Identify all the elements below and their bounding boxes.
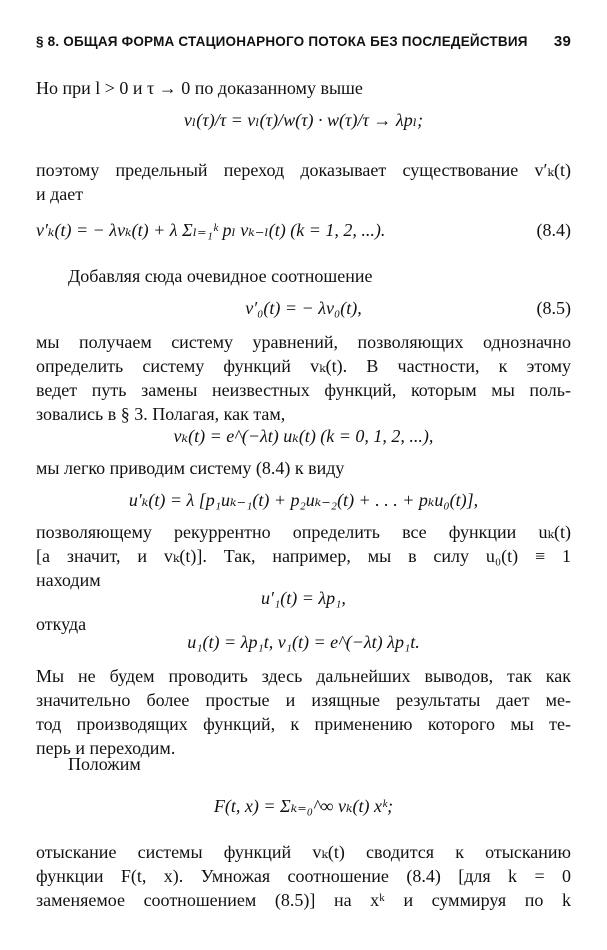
equation-generating-function: F(t, x) = Σₖ₌₀^∞ vₖ(t) xᵏ;	[213, 796, 394, 816]
text-line: мы получаем систему уравнений, позволяющих однозначно	[36, 332, 571, 352]
text-line: зовались в § 3. Полагая, как там,	[36, 404, 286, 424]
text-line: функции F(t, x). Умножая соотношение (8.4) [для k = 0	[36, 866, 571, 886]
text-line: заменяемое соотношением (8.5)] на xᵏ и суммируя по k	[36, 890, 571, 910]
paragraph-4: мы легко приводим систему (8.4) к виду	[36, 458, 345, 478]
paragraph-1	[36, 158, 571, 206]
paragraph-7	[36, 664, 571, 760]
section-title: § 8. ОБЩАЯ ФОРМА СТАЦИОНАРНОГО ПОТОКА БЕЗ ПОСЛЕДЕЙСТВИЯ	[36, 34, 528, 49]
paragraph-2: Добавляя сюда очевидное соотношение	[68, 266, 373, 286]
text-line: ведет путь замены неизвестных функций, которым мы поль-	[36, 380, 571, 400]
equation-u1-derivative: u′₁(t) = λp₁,	[261, 588, 346, 608]
text-line: и дает	[36, 184, 84, 204]
equation-substitution: vₖ(t) = e^(−λt) uₖ(t) (k = 0, 1, 2, ...),	[173, 426, 434, 446]
equation-u1-v1: u₁(t) = λp₁t, v₁(t) = e^(−λt) λp₁t.	[187, 632, 420, 652]
paragraph-9	[36, 840, 571, 912]
text-line: позволяющему рекуррентно определить все функции uₖ(t)	[36, 522, 571, 542]
equation-uk: u′ₖ(t) = λ [p₁uₖ₋₁(t) + p₂uₖ₋₂(t) + . . . + pₖu₀(t)],	[128, 490, 479, 510]
equation-8-4	[36, 218, 571, 242]
text-line: значительно более простые и изящные результаты дает ме-	[36, 690, 571, 710]
paragraph-5	[36, 520, 571, 592]
paragraph-8: Положим	[68, 754, 141, 774]
equation-number: (8.5)	[536, 298, 571, 318]
text-line: перь и переходим.	[36, 738, 176, 758]
equation-ratio: vₗ(τ)/τ = vₗ(τ)/w(τ) · w(τ)/τ → λpₗ;	[183, 110, 424, 130]
equation-formula: v′₀(t) = − λv₀(t),	[245, 298, 362, 318]
page-number: 39	[553, 33, 571, 50]
text-line: определить систему функций vₖ(t). В частности, к этому	[36, 356, 571, 376]
text-line: Мы не будем проводить здесь дальнейших выводов, так как	[36, 666, 571, 686]
text-line: поэтому предельный переход доказывает существование v′ₖ(t)	[36, 160, 571, 180]
text-line: находим	[36, 570, 101, 590]
text-line: отыскание системы функций vₖ(t) сводится к отысканию	[36, 842, 571, 862]
paragraph-6: откуда	[36, 614, 87, 634]
text-line-1: Но при l > 0 и τ → 0 по доказанному выше	[36, 78, 363, 98]
text-line: тод производящих функций, к применению которого мы те-	[36, 714, 571, 734]
paragraph-3	[36, 330, 571, 426]
equation-number: (8.4)	[536, 220, 571, 240]
running-header	[36, 30, 571, 54]
equation-formula: v′ₖ(t) = − λvₖ(t) + λ Σₗ₌₁ᵏ pₗ vₖ₋ₗ(t) (k = 1, 2, ...).	[36, 220, 386, 240]
equation-8-5	[36, 296, 571, 320]
text-line: [а значит, и vₖ(t)]. Так, например, мы в силу u₀(t) ≡ 1	[36, 546, 571, 566]
